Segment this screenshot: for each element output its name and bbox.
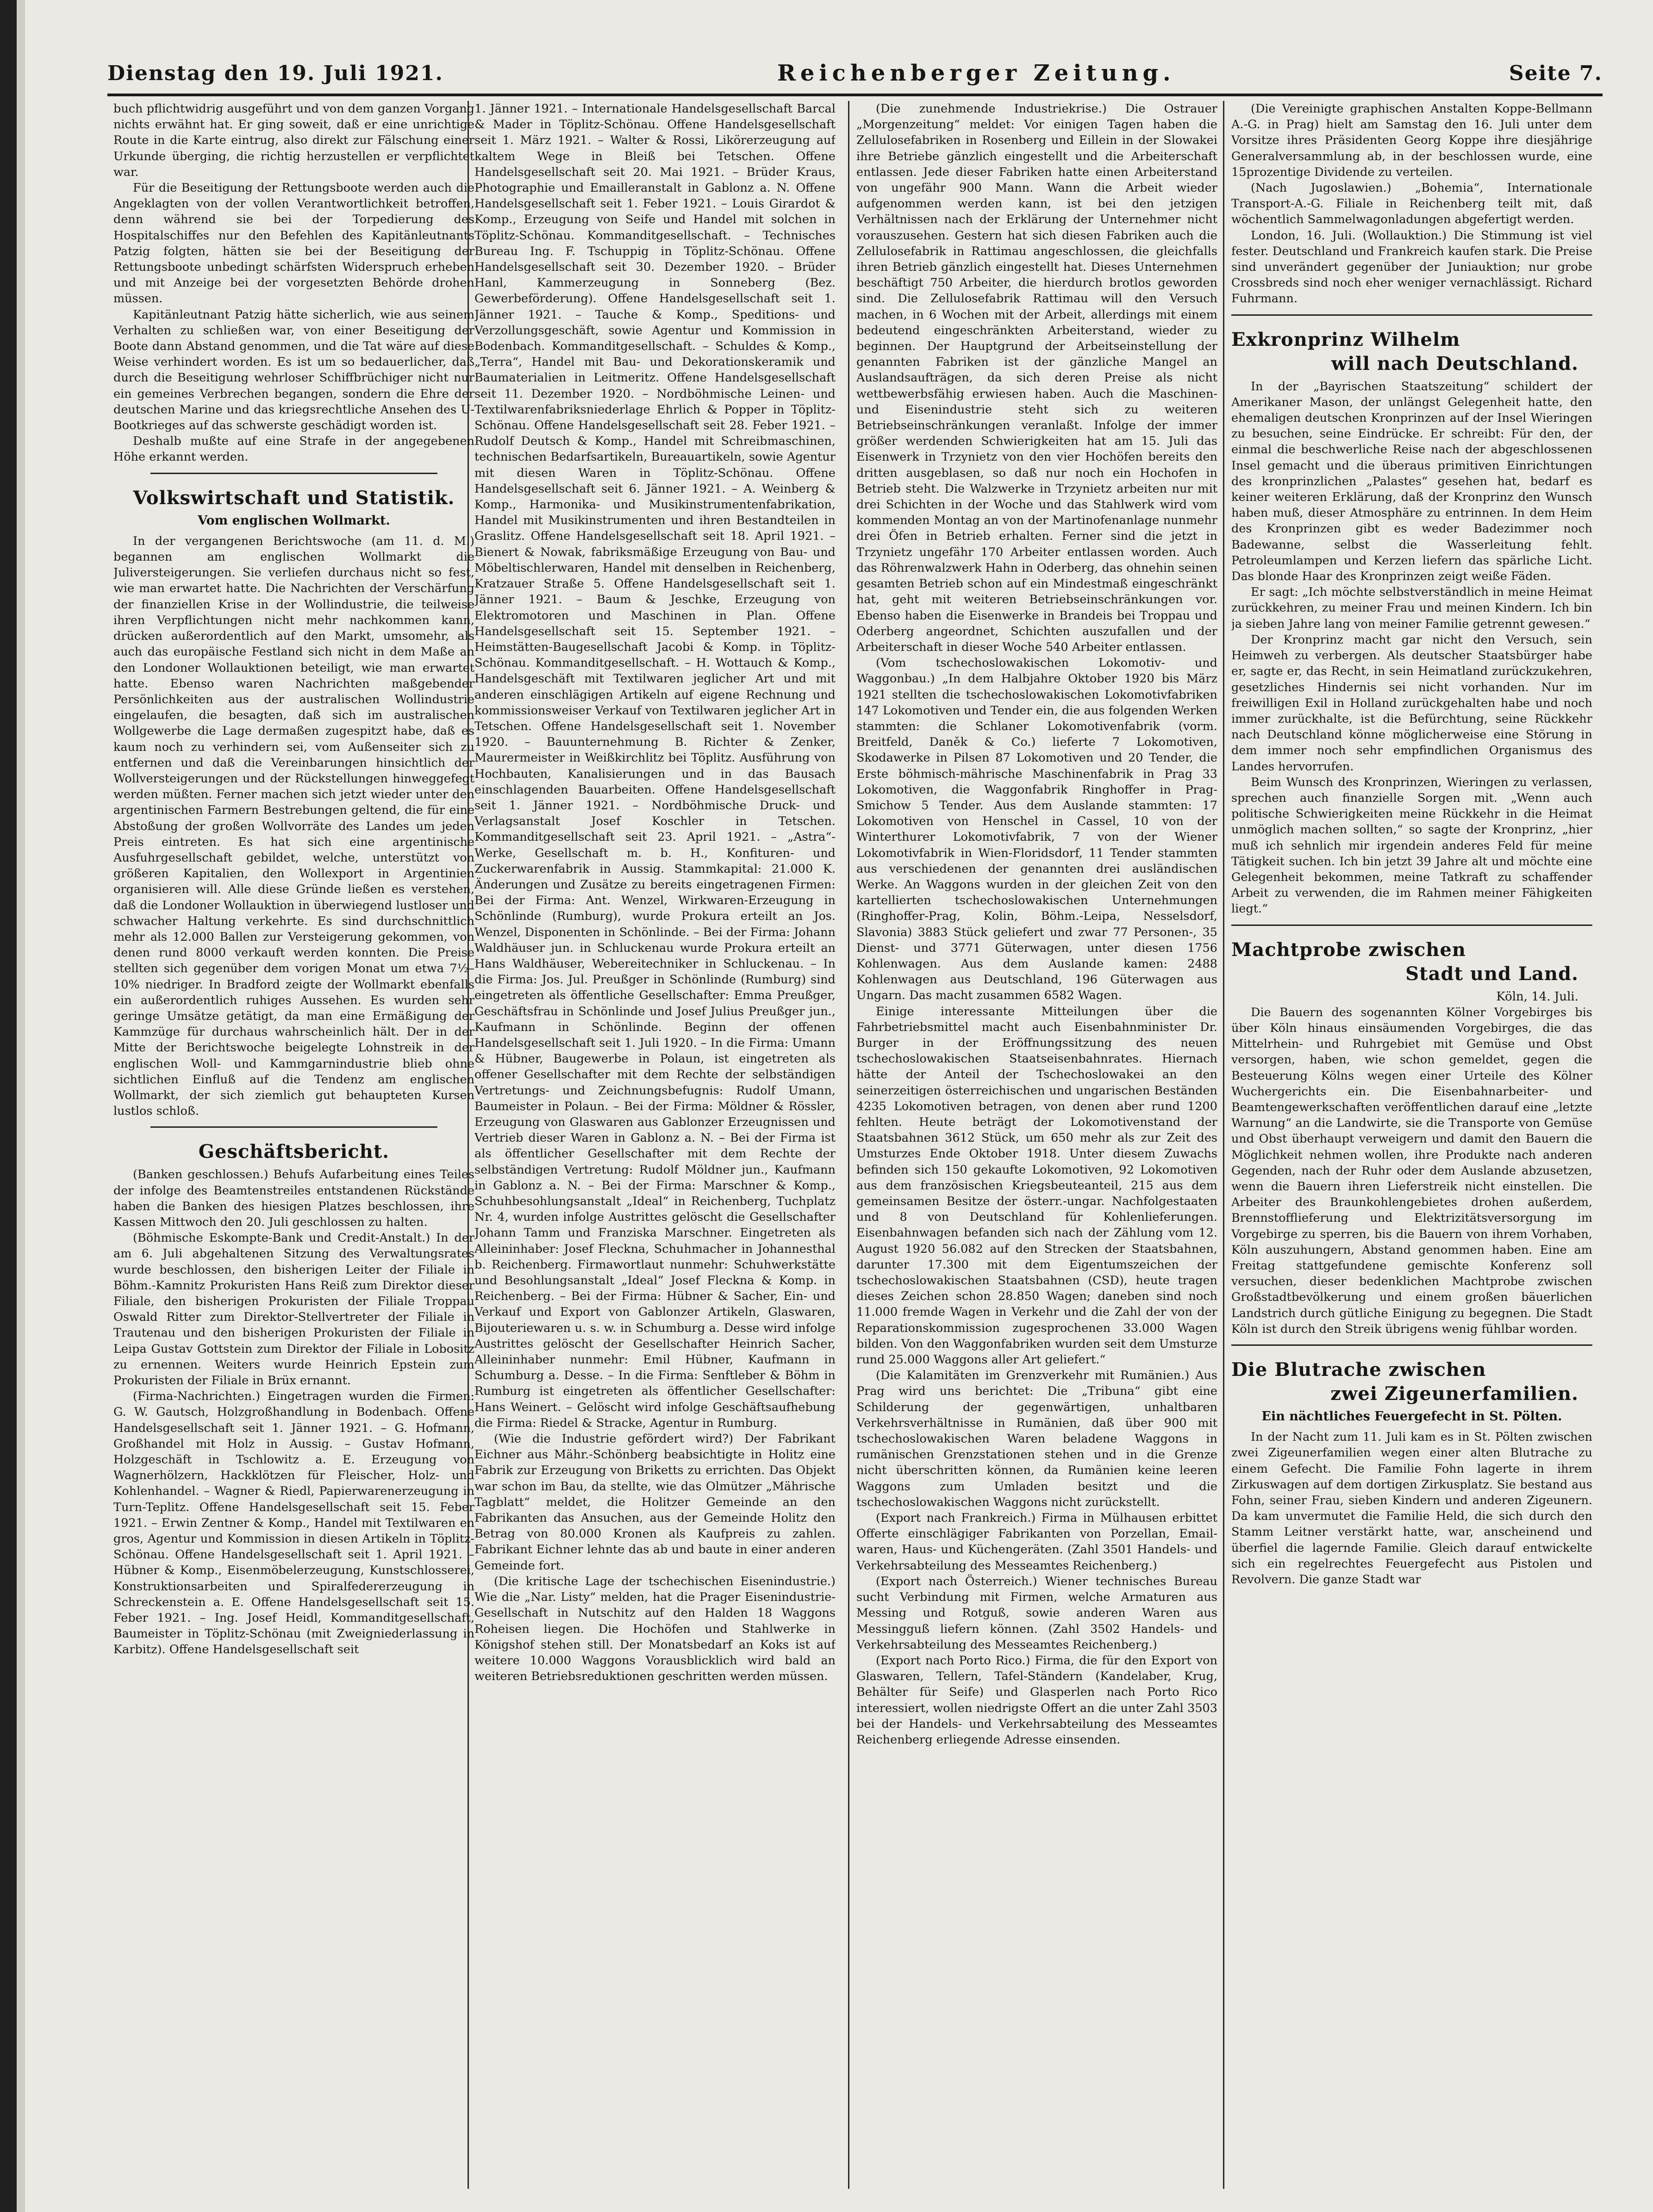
article-paragraph: In der „Bayrischen Staatszeitung“ schildert der Amerikaner Mason, der unlängst Gelegenheit hatte, den ehemaligen deutschen Kronprinzen auf der Insel Wieringen zu besuchen, seine Eindrücke. Er schreibt: Für den, der einmal die beschwerliche Reise nach der abgeschlossenen Insel gemacht und die überaus primitiven Einrichtungen des kronprinzlichen „Palastes“ gesehen hat, bedarf es keiner weiteren Erklärung, daß der Kronprinz den Wunsch haben muß, dieser Atmosphäre zu entrinnen. In dem Heim des Kronprinzen gibt es weder Badezimmer noch Badewanne, selbst die Wasserleitung fehlt. Petroleumlampen und Kerzen liefern das spärliche Licht. Das blonde Haar des Kronprinzen zeigt weiße Fäden. xyxy=(1231,379,1592,584)
article-heading-line: Exkronprinz Wilhelm xyxy=(1231,328,1460,350)
article-heading-line: zwei Zigeunerfamilien. xyxy=(1330,1383,1578,1405)
article-paragraph: Kapitänleutnant Patzig hätte sicherlich, wie aus seinem Verhalten zu schließen war, von einer Beseitigung der Boote dann Abstand genommen, und die Tat wäre auf diese Weise verhindert worden. Es ist um so bedauerlicher, daß durch die Beseitigung wehrloser Schiffbrüchiger nicht nur ein gemeines Verbrechen begangen, sondern die Ehre der deutschen Marine und das kriegsrechtliche Ansehen des U-Bootkrieges auf das schwerste geschädigt worden ist. xyxy=(113,307,474,433)
section-divider xyxy=(1231,314,1592,316)
article-paragraph: Für die Beseitigung der Rettungsboote werden auch die Angeklagten von der vollen Verantwortlichkeit betroffen, denn während sie bei der Torpedierung des Hospitalschiffes nur den Befehlen des Kapitänleutnants Patzig folgten, hätten sie bei der Beseitigung der Rettungsboote unbedingt schärfsten Widerspruch erheben und mit Anzeige bei der vorgesetzten Behörde drohen müssen. xyxy=(113,181,474,306)
article-paragraph: London, 16. Juli. (Wollauktion.) Die Stimmung ist viel fester. Deutschland und Frankreich kaufen stark. Die Preise sind unverändert gegenüber der Juniauktion; nur grobe Crossbreds sind noch eher weniger vernachlässigt. Richard Fuhrmann. xyxy=(1231,228,1592,306)
article-paragraph: In der Nacht zum 11. Juli kam es in St. Pölten zwischen zwei Zigeunerfamilien wegen einer alten Blutrache zu einem Gefecht. Die Familie Fohn lagerte in ihrem Zirkuswagen auf dem dortigen Zirkusplatz. Sie bestand aus Fohn, seiner Frau, sieben Kindern und anderen Zigeunern. Da kam unvermutet die Familie Held, die sich durch den Stamm Leitner verstärkt hatte, war, anscheinend und überfiel die lagernde Familie. Gleich darauf entwickelte sich ein regelrechtes Feuergefecht aus Pistolen und Revolvern. Die ganze Stadt war xyxy=(1231,1430,1592,1587)
article-paragraph: (Die kritische Lage der tschechischen Eisenindustrie.) Wie die „Nar. Listy“ melden, hat die Prager Eisenindustrie-Gesellschaft in Nutschitz auf den Halden 18 Waggons Roheisen liegen. Die Hochöfen und Stahlwerke in Königshof stehen still. Der Monatsbedarf an Koks ist auf weitere 10.000 Waggons Vorausblicklich wird bald an weiteren Betriebsreduktionen geschritten werden müssen. xyxy=(474,1574,836,1684)
section-heading: Geschäftsbericht. xyxy=(198,1141,390,1163)
column-divider xyxy=(848,101,849,2189)
article-heading-line: Stadt und Land. xyxy=(1405,962,1578,985)
article-paragraph: Der Kronprinz macht gar nicht den Versuch, sein Heimweh zu verbergen. Als deutscher Staatsbürger habe er, sagte er, das Recht, in sein Heimatland zurückzukehren, gesetzliches Hindernis sei nicht vorhanden. Nur im freiwilligen Exil in Holland zurückgehalten habe und noch immer zurückhalte, ist die Befürchtung, seine Rückkehr nach Deutschland könne möglicherweise eine Störung in dem immer noch sehr empfindlichen Organismus des Landes hervorrufen. xyxy=(1231,632,1592,774)
article-paragraph: Einige interessante Mitteilungen über die Fahrbetriebsmittel macht auch Eisenbahnminister Dr. Burger in der Eröffnungssitzung des neuen tschechoslowakischen Staatseisenbahnrates. Hiernach hätte der Anteil der Tschechoslowakei an den seinerzeitigen österreichischen und ungarischen Beständen 4235 Lokomotiven betragen, von denen aber rund 1200 fehlten. Heute beträgt der Lokomotivenstand der Staatsbahnen 3612 Stück, um 650 mehr als zur Zeit des Umsturzes Ende Oktober 1918. Unter diesem Zuwachs befinden sich 150 gekaufte Lokomotiven, 92 Lokomotiven aus dem französischen Kriegsbeuteanteil, 215 aus dem gemeinsamen Besitze der österr.-ungar. Nachfolgestaaten und 8 von Deutschland für Kohlenlieferungen. Eisenbahnwagen befanden sich nach der Zählung vom 12. August 1920 56.082 auf den Strecken der Staatsbahnen, darunter 17.300 mit dem Eigentumszeichen der tschechoslowakischen Staatsbahnen (CSD), heute tragen dieses Zeichen schon 28.850 Wagen; daneben sind noch 11.000 fremde Wagen in Verkehr und die Zahl der von der Reparationskommission zugesprochenen 33.000 Wagen bilden. Von den Waggonfabriken wurden seit dem Umsturze rund 25.000 Waggons aller Art geliefert.“ xyxy=(856,1004,1217,1367)
article-heading-line: will nach Deutschland. xyxy=(1331,352,1578,375)
article-paragraph: buch pflichtwidrig ausgeführt und von dem ganzen Vorgang nichts erwähnt hat. Er ging soweit, daß er eine unrichtige Route in die Karte eintrug, also direkt zur Fälschung einer Urkunde überging, die richtig herzustellen er verpflichtet war. xyxy=(113,102,474,179)
scan-binding-edge xyxy=(0,0,17,2212)
section-divider xyxy=(1231,1344,1592,1346)
article-heading xyxy=(1231,938,1592,986)
article-heading xyxy=(1231,328,1592,376)
article-paragraph: (Die zunehmende Industriekrise.) Die Ostrauer „Morgenzeitung“ meldet: Vor einigen Tagen haben die Zellulosefabriken in Rosenberg und Eillein in der Slowakei ihre Betriebe gänzlich eingestellt und die Arbeiterschaft entlassen. Jede dieser Fabriken hatte einen Arbeiterstand von ungefähr 900 Mann. Wann die Arbeit wieder aufgenommen werden kann, ist bei den jetzigen Verhältnissen nach der Erklärung der Unternehmer nicht vorauszusehen. Gestern hat sich diesen Fabriken auch die Zellulosefabrik in Rattimau angeschlossen, die gleichfalls ihren Betrieb gänzlich eingestellt hat. Dieses Unternehmen beschäftigt 750 Arbeiter, die hierdurch brotlos geworden sind. Die Zellulosefabrik Rattimau will den Versuch machen, in 6 Wochen mit der Arbeit, allerdings mit einem bedeutend eingeschränkten Arbeiterstand, wieder zu beginnen. Der Hauptgrund der Arbeitseinstellung der genannten Fabriken ist der gänzliche Mangel an Auslandsaufträgen, da sich deren Preise als nicht wettbewerbsfähig erwiesen haben. Auch die Maschinen- und Eisenindustrie steht sich zu weiteren Betriebseinschränkungen veranlaßt. Infolge der immer größer werdenden Schwierigkeiten hat am 15. Juli das Eisenwerk in Trzynietz von den vier Hochöfen bereits den dritten ausgeblasen, so daß nur noch ein Hochofen in Betrieb steht. Die Walzwerke in Trzynietz arbeiten nur mit drei Schichten in der Woche und das Stahlwerk wird vom kommenden Montag an von der Martinofenanlage nunmehr drei Öfen in Betrieb erhalten. Ferner sind die jetzt in Trzynietz ungefähr 170 Arbeiter entlassen worden. Auch das Röhrenwalzwerk Hahn in Oderberg, das ohnehin seinen gesamten Betrieb schon auf ein Mindestmaß eingeschränkt hat, geht mit weiteren Betriebseinschränkungen vor. Ebenso haben die Eisenwerke in Brandeis bei Troppau und Oderberg angeordnet, Schichten auszufallen und der Arbeiterschaft in dieser Woche 540 Arbeiter entlassen. xyxy=(856,102,1217,654)
article-subheading: Ein nächtliches Feuergefecht in St. Pölten. xyxy=(1261,1409,1562,1424)
article-paragraph: (Nach Jugoslawien.) „Bohemia“, Internationale Transport-A.-G. Filiale in Reichenberg teilt mit, daß wöchentlich Sammelwagonladungen abgefertigt werden. xyxy=(1231,181,1592,227)
article-paragraph: (Export nach Österreich.) Wiener technisches Bureau sucht Verbindung mit Firmen, welche Armaturen aus Messing und Rotguß, sowie anderen Waren aus Messingguß liefern können. (Zahl 3502 Handels- und Verkehrsabteilung des Messeamtes Reichenberg.) xyxy=(856,1574,1217,1652)
article-paragraph: Deshalb mußte auf eine Strafe in der angegebenen Höhe erkannt werden. xyxy=(113,434,474,464)
article-paragraph: Die Bauern des sogenannten Kölner Vorgebirges bis über Köln hinaus einsäumenden Vorgebirges, die das Mittelrhein- und Ruhrgebiet mit Gemüse und Obst versorgen, haben, wie schon gemeldet, gegen die Besteuerung Kölns wegen einer Urteile des Kölner Wuchergerichts ein. Die Eisenbahnarbeiter- und Beamtengewerkschaften veröffentlichen darauf eine „letzte Warnung“ an die Landwirte, sie die Transporte von Gemüse und Obst überhaupt verweigern und damit den Bauern die Möglichkeit nehmen wollen, ihre Produkte nach anderen Gegenden, nach der Ruhr oder dem Auslande abzusetzen, wenn die Bauern ihren Lieferstreik nicht einstellen. Die Arbeiter des Braunkohlengebietes drohen außerdem, Brennstofflieferung und Elektrizitätsversorgung im Vorgebirge zu sperren, bis die Bauern von ihrem Vorhaben, Köln auszuhungern, Abstand genommen haben. Eine am Freitag stattgefundene gemischte Konferenz soll versuchen, dieser bedenklichen Machtprobe zwischen Großstadtbevölkerung und einem großen bäuerlichen Landstrich durch gütliche Einigung zu begegnen. Die Stadt Köln ist durch den Streik übrigens wenig fühlbar worden. xyxy=(1231,1005,1592,1336)
article-paragraph: In der vergangenen Berichtswoche (am 11. d. M.) begannen am englischen Wollmarkt die Juliversteigerungen. Sie verliefen durchaus nicht so fest, wie man erwartet hatte. Die Nachrichten der Verschärfung der finanziellen Krise in der Wollindustrie, die teilweise ihren Verpflichtungen nicht mehr nachkommen kann, drücken außerordentlich auf den Markt, umsomehr, als auch das europäische Festland sich nicht in dem Maße an den Londoner Wollauktionen beteiligt, wie man erwartet hatte. Ebenso waren Nachrichten maßgebender Persönlichkeiten aus der australischen Wollindustrie eingelaufen, die besagten, daß sich im australischen Wollgewerbe die Lage dermaßen zugespitzt habe, daß es kaum noch zu verhindern sei, vom Außenseiter sich zu entfernen und daß die Vereinbarungen hinsichtlich der Wollversteigerungen und der Rückstellungen hinweggefegt werden müßten. Ferner machen sich jetzt wieder unter den argentinischen Farmern Bestrebungen geltend, die für eine Abstoßung der großen Wollvorräte des Landes um jeden Preis eintreten. Es hat sich eine argentinische Ausfuhrgesellschaft gebildet, welche, unterstützt von größeren Kapitalien, den Wollexport in Argentinien organisieren will. Alle diese Gründe ließen es verstehen, daß die Londoner Wollauktion in überwiegend lustloser und schwacher Haltung verkehrte. Es sind durchschnittlich mehr als 12.000 Ballen zur Versteigerung gekommen, von denen rund 8000 verkauft werden konnten. Die Preise stellten sich gegenüber dem vorigen Monat um etwa 7½–10% niedriger. In Bradford zeigte der Wollmarkt ebenfalls ein außerordentlich ruhiges Aussehen. Es wurden sehr geringe Umsätze getätigt, da man eine Ermäßigung der Kammzüge für durchaus wahrscheinlich hält. Der in der Mitte der Berichtswoche beigelegte Lohnstreik in der englischen Woll- und Kammgarnindustrie blieb ohne sichtlichen Einfluß auf die Tendenz am englischen Wollmarkt, der sich ziemlich gut behaupteten Kursen lustlos schloß. xyxy=(113,534,474,1118)
article-paragraph: (Export nach Porto Rico.) Firma, die für den Export von Glaswaren, Tellern, Tafel-Ständern (Kandelaber, Krug, Behälter für Seife) und Glasperlen nach Porto Rico interessiert, wollen niedrigste Offert an die unter Zahl 3503 bei der Handels- und Verkehrsabteilung des Messeamtes Reichenberg erliegende Adresse einsenden. xyxy=(856,1653,1217,1747)
article-paragraph: (Banken geschlossen.) Behufs Aufarbeitung eines Teiles der infolge des Beamtenstreiles entstandenen Rückstände haben die Banken des hiesigen Platzes beschlossen, ihre Kassen Mittwoch den 20. Juli geschlossen zu halten. xyxy=(113,1168,474,1229)
page-header xyxy=(107,55,1603,92)
article-paragraph: (Wie die Industrie gefördert wird?) Der Fabrikant Eichner aus Mähr.-Schönberg beabsichtigte in Holitz eine Fabrik zur Erzeugung von Briketts zu errichten. Das Objekt war schon im Bau, da stellte, wie das Olmützer „Mährische Tagblatt“ meldet, die Holitzer Gemeinde an den Fabrikanten das Ansuchen, aus der Gemeinde Holitz den Betrag von 80.000 Kronen als Kaufpreis zu zahlen. Fabrikant Eichner lehnte das ab und baute in einer anderen Gemeinde fort. xyxy=(474,1432,836,1573)
article-paragraph: (Böhmische Eskompte-Bank und Credit-Anstalt.) In der am 6. Juli abgehaltenen Sitzung des Verwaltungsrates wurde beschlossen, den bisherigen Leiter der Filiale in Böhm.-Kamnitz Prokuristen Hans Reiß zum Direktor dieser Filiale, den bisherigen Prokuristen der Filiale Troppau Oswald Ritter zum Direktor-Stellvertreter der Filiale in Trautenau und den bisherigen Prokuristen der Filiale in Leipa Gustav Gottstein zum Direktor der Filiale in Lobositz zu ernennen. Weiters wurde Heinrich Epstein zum Prokuristen der Filiale in Brüx ernannt. xyxy=(113,1231,474,1388)
article-paragraph: Beim Wunsch des Kronprinzen, Wieringen zu verlassen, sprechen auch finanzielle Sorgen mit. „Wenn auch politische Schwierigkeiten meine Rückkehr in die Heimat unmöglich machen sollten,“ so sagte der Kronprinz, „hier muß ich sehnlich mir irgendein anderes Feld für meine Tätigkeit suchen. Ich bin jetzt 39 Jahre alt und möchte eine Gelegenheit bekommen, meine Tatkraft zu schaffender Arbeit zu verwenden, die im Rahmen meiner Fähigkeiten liegt.“ xyxy=(1231,775,1592,916)
column-1 xyxy=(113,101,474,2189)
article-heading-line: Die Blutrache zwischen xyxy=(1231,1359,1486,1381)
section-divider xyxy=(1231,925,1592,926)
article-paragraph: (Die Vereinigte graphischen Anstalten Koppe-Bellmann A.-G. in Prag) hielt am Samstag den 16. Juli unter dem Vorsitze ihres Präsidenten Georg Koppe ihre diesjährige Generalversammlung ab, in der beschlossen wurde, eine 15prozentige Dividende zu verteilen. xyxy=(1231,102,1592,179)
header-rule xyxy=(107,94,1603,96)
article-paragraph: (Firma-Nachrichten.) Eingetragen wurden die Firmen: G. W. Gautsch, Holzgroßhandlung in Bodenbach. Offene Handelsgesellschaft seit 1. Jänner 1921. – G. Hofmann, Großhandel mit Holz in Aussig. – Gustav Hofmann, Holzgeschäft in Tschlowitz a. E. Erzeugung von Wagnerhölzern, Hackklötzen für Fleischer, Holz- und Kohlenhandel. – Wagner & Riedl, Papierwarenerzeugung in Turn-Teplitz. Offene Handelsgesellschaft seit 15. Feber 1921. – Erwin Zentner & Komp., Handel mit Textilwaren en gros, Agentur und Kommission in diesen Artikeln in Töplitz-Schönau. Offene Handelsgesellschaft seit 1. April 1921. – Hübner & Komp., Eisenmöbelerzeugung, Kunstschlosserei, Konstruktionsarbeiten und Spiralfedererzeugung in Schreckenstein a. E. Offene Handelsgesellschaft seit 15. Feber 1921. – Ing. Josef Heidl, Kommanditgesellschaft, Baumeister in Töplitz-Schönau (mit Zweigniederlassung in Karbitz). Offene Handelsgesellschaft seit xyxy=(113,1389,474,1657)
article-heading xyxy=(1231,1358,1592,1406)
section-heading: Volkswirtschaft und Statistik. xyxy=(133,487,455,509)
article-paragraph: 1. Jänner 1921. – Internationale Handelsgesellschaft Barcal & Mader in Töplitz-Schönau. Offene Handelsgesellschaft seit 1. März 1921. – Walter & Rossi, Likörerzeugung auf kaltem Wege in Bleiß bei Tetschen. Offene Handelsgesellschaft seit 20. Mai 1921. – Brüder Kraus, Photographie und Emailleranstalt in Gablonz a. N. Offene Handelsgesellschaft seit 1. Feber 1921. – Louis Girardot & Komp., Erzeugung von Seife und Handel mit solchen in Töplitz-Schönau. Kommanditgesellschaft. – Technisches Bureau Ing. F. Tschuppig in Töplitz-Schönau. Offene Handelsgesellschaft seit 30. Dezember 1920. – Brüder Hanl, Kammerzeugung in Sonneberg (Bez. Gewerbeförderung). Offene Handelsgesellschaft seit 1. Jänner 1921. – Tauche & Komp., Speditions- und Verzollungsgeschäft, sowie Agentur und Kommission in Bodenbach. Kommanditgesellschaft. – Schuldes & Komp., „Terra“, Handel mit Bau- und Dekorationskeramik und Baumaterialien in Leitmeritz. Offene Handelsgesellschaft seit 11. Dezember 1920. – Nordböhmische Leinen- und Textilwarenfabriksniederlage Ehrlich & Popper in Töplitz-Schönau. Offene Handelsgesellschaft seit 28. Feber 1921. – Rudolf Deutsch & Komp., Handel mit Schreibmaschinen, technischen Bedarfsartikeln, Bureauartikeln, sowie Agentur mit diesen Waren in Töplitz-Schönau. Offene Handelsgesellschaft seit 6. Jänner 1921. – A. Weinberg & Komp., Harmonika- und Musikinstrumentenfabrikation, Handel mit Musikinstrumenten und ihren Bestandteilen in Graslitz. Offene Handelsgesellschaft seit 18. April 1921. – Bienert & Nowak, fabriksmäßige Erzeugung von Bau- und Möbeltischlerwaren, Handel mit denselben in Reichenberg, Kratzauer Straße 5. Offene Handelsgesellschaft seit 1. Jänner 1921. – Baum & Jeschke, Erzeugung von Elektromotoren und Maschinen in Plan. Offene Handelsgesellschaft seit 15. September 1921. – Heimstätten-Baugesellschaft Jacobi & Komp. in Töplitz-Schönau. Kommanditgesellschaft. – H. Wottauch & Komp., Handelsgeschäft mit Textilwaren jeglicher Art und mit anderen einschlägigen Artikeln auf eigene Rechnung und kommissionsweiser Verkauf von Textilwaren jeglicher Art in Tetschen. Offene Handelsgesellschaft seit 1. November 1920. – Bauunternehmung B. Richter & Zenker, Maurermeister in Weißkirchlitz bei Töplitz. Ausführung von Hochbauten, Kanalisierungen und in das Bausach einschlagenden Bauarbeiten. Offene Handelsgesellschaft seit 1. Jänner 1921. – Nordböhmische Druck- und Verlagsanstalt Josef Koschler in Tetschen. Kommanditgesellschaft seit 23. April 1921. – „Astra“-Werke, Gesellschaft m. b. H., Konfituren- und Zuckerwarenfabrik in Aussig. Stammkapital: 21.000 K. Änderungen und Zusätze zu bereits eingetragenen Firmen: Bei der Firma: Ant. Wenzel, Wirkwaren-Erzeugung in Schönlinde (Rumburg), wurde Prokura erteilt an Jos. Wenzel, Disponenten in Schönlinde. – Bei der Firma: Johann Waldhäuser jun. in Schluckenau wurde Prokura erteilt an Hans Waldhäuser, Webereitechniker in Schluckenau. – In die Firma: Jos. Jul. Preußger in Schönlinde (Rumburg) sind eingetreten als öffentliche Gesellschafter: Emma Preußger, Geschäftsfrau in Schönlinde und Josef Julius Preußger jun., Kaufmann in Schönlinde. Beginn der offenen Handelsgesellschaft seit 1. Juli 1920. – In die Firma: Umann & Hübner, Baugewerbe in Polaun, ist eingetreten als offener Gesellschafter mit dem Rechte der selbständigen Vertretungs- und Zeichnungsbefugnis: Rudolf Umann, Baumeister in Polaun. – Bei der Firma: Möldner & Rössler, Erzeugung von Glaswaren aus Gablonzer Erzeugnissen und Vertrieb dieser Waren in Gablonz a. N. – Bei der Firma ist als öffentlicher Gesellschafter mit dem Rechte der selbständigen Vertretung: Rudolf Möldner jun., Kaufmann in Gablonz a. N. – Bei der Firma: Marschner & Komp., Schuhbesohlungsanstalt „Ideal“ in Reichenberg, Tuchplatz Nr. 4, wurden infolge Austrittes gelöscht die Gesellschafter Johann Tamm und Franziska Marschner. Eingetreten als Alleininhaber: Josef Flecknа, Schuhmacher in Johannesthal b. Reichenberg. Firmawortlaut nunmehr: Schuhwerkstätte und Besohlungsanstalt „Ideal“ Josef Flecknа & Komp. in Reichenberg. – Bei der Firma: Hübner & Sacher, Ein- und Verkauf und Export von Gablonzer Artikeln, Glaswaren, Bijouteriewaren u. s. w. in Schumburg a. Desse wird infolge Austrittes gelöscht der Gesellschafter Heinrich Sacher, Alleininhaber nunmehr: Emil Hübner, Kaufmann in Schumburg a. Desse. – In die Firma: Senftleber & Böhm in Rumburg ist eingetreten als öffentlicher Gesellschafter: Hans Weinert. – Gelöscht wird infolge Geschäftsaufhebung die Firma: Riedel & Stracke, Agentur in Rumburg. xyxy=(474,102,836,1430)
section-divider xyxy=(150,473,437,474)
column-3 xyxy=(856,101,1217,2189)
article-paragraph: Er sagt: „Ich möchte selbstverständlich in meine Heimat zurückkehren, zu meiner Frau und meinen Kindern. Ich bin ja sieben Jahre lang von meiner Familie getrennt gewesen.“ xyxy=(1231,585,1592,631)
header-newspaper-title: Reichenberger Zeitung. xyxy=(777,60,1175,86)
scan-margin-strip xyxy=(17,0,25,2212)
article-paragraph: (Export nach Frankreich.) Firma in Mülhausen erbittet Offerte einschlägiger Fabrikanten von Porzellan, Email-waren, Haus- und Küchengeräten. (Zahl 3501 Handels- und Verkehrsabteilung des Messeamtes Reichenberg.) xyxy=(856,1511,1217,1573)
article-paragraph: (Die Kalamitäten im Grenzverkehr mit Rumänien.) Aus Prag wird uns berichtet: Die „Tribuna“ gibt eine Schilderung der gegenwärtigen, unhaltbaren Verkehrsverhältnisse in Rumänien, daß über 900 mit tschechoslowakischen Waren beladene Waggons in rumänischen Grenzstationen stehen und in die Grenze nicht überschritten können, da Rumänien keine leeren Waggons zum Umladen besitzt und die tschechoslowakischen Waggons nicht zurückstellt. xyxy=(856,1368,1217,1509)
article-paragraph: (Vom tschechoslowakischen Lokomotiv- und Waggonbau.) „In dem Halbjahre Oktober 1920 bis März 1921 stellten die tschechoslowakischen Lokomotivfabriken 147 Lokomotiven und Tender ein, die aus folgenden Werken stammten: die Schlaner Lokomotivenfabrik (vorm. Breitfeld, Daněk & Co.) lieferte 7 Lokomotiven, Skodawerke in Pilsen 87 Lokomotiven und 20 Tender, die Erste böhmisch-mährische Maschinenfabrik in Prag 33 Lokomotiven, die Waggonfabrik Ringhoffer in Prag-Smichow 5 Tender. Aus dem Auslande stammten: 17 Lokomotiven von Henschel in Cassel, 10 von der Winterthurer Lokomotivfabrik, 7 von der Wiener Lokomotivfabrik in Wien-Floridsdorf, 11 Tender stammten aus verschiedenen der genannten drei ausländischen Werke. An Waggons wurden in der gleichen Zeit von den kartellierten tschechoslowakischen Unternehmungen (Ringhoffer-Prag, Kolin, Böhm.-Leipa, Nesselsdorf, Slavonia) 3883 Stück geliefert und zwar 77 Personen-, 35 Dienst- und 3771 Güterwagen, unter diesen 1756 Kohlenwagen. Aus dem Auslande kamen: 2488 Kohlenwagen aus Deutschland, 196 Güterwagen aus Ungarn. Das macht zusammen 6582 Wagen. xyxy=(856,656,1217,1003)
column-2 xyxy=(474,101,836,2189)
section-divider xyxy=(150,1126,437,1128)
article-heading-line: Machtprobe zwischen xyxy=(1231,938,1466,961)
column-divider xyxy=(1223,101,1224,2189)
article-dateline: Köln, 14. Juli. xyxy=(1496,989,1578,1004)
header-page-number: Seite 7. xyxy=(1509,61,1603,85)
column-4 xyxy=(1231,101,1592,2189)
header-date: Dienstag den 19. Juli 1921. xyxy=(107,61,443,85)
article-subheading: Vom englischen Wollmarkt. xyxy=(198,513,390,528)
